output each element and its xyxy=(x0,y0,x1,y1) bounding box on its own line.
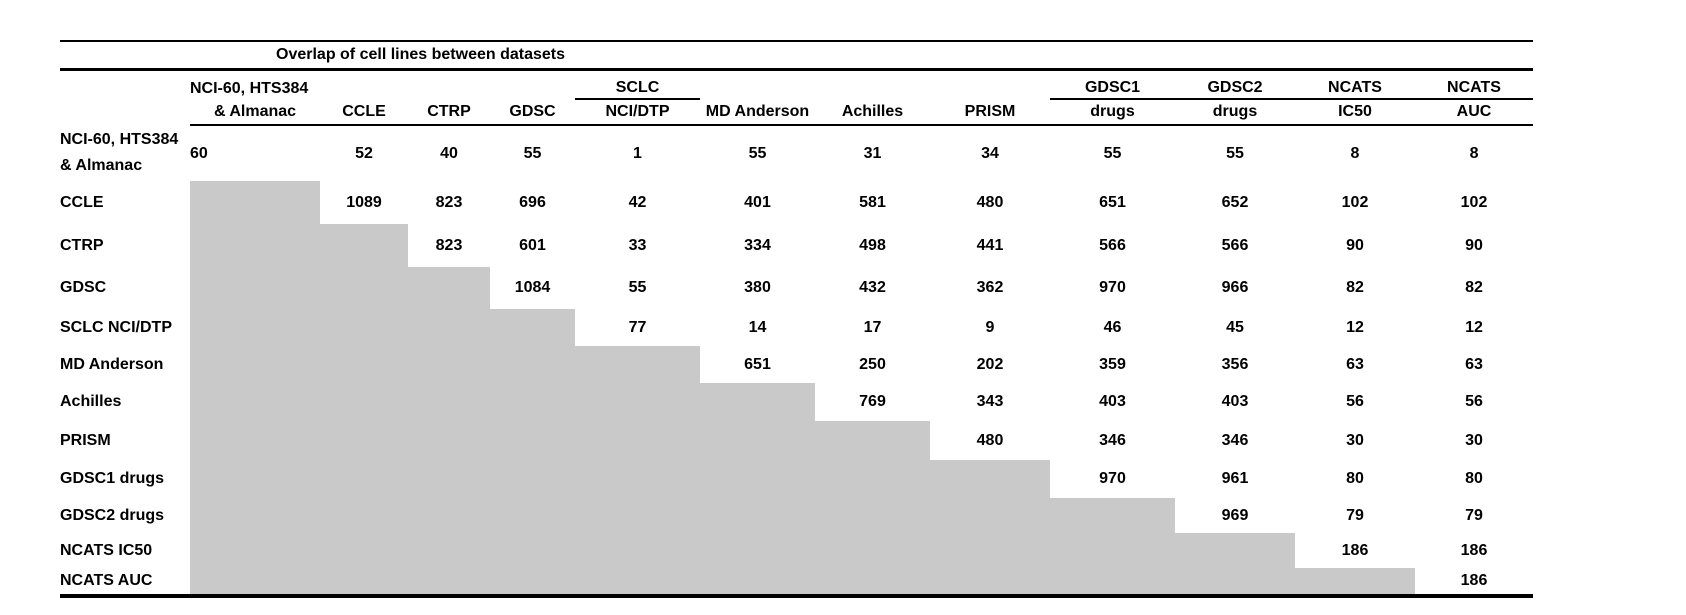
shaded-cell xyxy=(490,383,575,421)
table-row xyxy=(60,181,1533,224)
value-cell: 82 xyxy=(1346,279,1364,296)
row-label: CCLE xyxy=(60,193,104,211)
value-cell: 356 xyxy=(1221,355,1249,373)
column-header-line2: IC50 xyxy=(1295,99,1415,125)
shaded-cell xyxy=(408,568,490,596)
table-row xyxy=(60,460,1533,498)
value-cell: 769 xyxy=(859,393,886,410)
value-cell: 55 xyxy=(1226,144,1244,162)
row-label: SCLC NCI/DTP xyxy=(60,318,172,336)
value-cell: 102 xyxy=(1341,193,1369,211)
value-cell: 961 xyxy=(1221,470,1249,487)
value-cell: 90 xyxy=(1346,236,1364,254)
shaded-cell xyxy=(190,568,320,596)
value-cell: 77 xyxy=(628,318,647,336)
value-cell: 403 xyxy=(1221,393,1249,410)
value-cell: 359 xyxy=(1099,355,1126,373)
value-cell: 186 xyxy=(1341,541,1369,559)
row-label: GDSC2 drugs xyxy=(60,506,165,524)
value-cell: 8 xyxy=(1350,144,1360,162)
column-header-line2: drugs xyxy=(1175,99,1295,125)
table-header xyxy=(60,41,1533,125)
value-cell: 401 xyxy=(744,193,771,211)
value-cell: 12 xyxy=(1465,318,1483,336)
shaded-cell xyxy=(320,460,408,498)
shaded-cell xyxy=(408,421,490,460)
shaded-cell xyxy=(408,309,490,346)
value-cell: 652 xyxy=(1221,193,1249,211)
column-header-line1 xyxy=(408,70,490,100)
title-row xyxy=(60,41,1533,70)
column-header-line2: drugs xyxy=(1050,99,1175,125)
value-cell: 403 xyxy=(1099,393,1126,410)
value-cell: 250 xyxy=(859,355,886,373)
shaded-cell xyxy=(408,498,490,533)
shaded-cell xyxy=(575,460,700,498)
value-cell: 970 xyxy=(1099,279,1126,296)
shaded-cell xyxy=(1050,568,1175,596)
value-cell: 186 xyxy=(1460,541,1488,559)
column-header-line1 xyxy=(930,70,1050,100)
table-row xyxy=(60,383,1533,421)
corner-cell xyxy=(60,99,190,125)
table-row xyxy=(60,267,1533,309)
shaded-cell xyxy=(490,309,575,346)
value-cell: 45 xyxy=(1226,318,1244,336)
column-header-line1: NCI-60, HTS384 xyxy=(190,80,309,97)
shaded-cell xyxy=(930,460,1050,498)
value-cell: 1 xyxy=(633,144,642,162)
value-cell: 52 xyxy=(355,144,373,162)
row-label: Achilles xyxy=(60,393,122,410)
row-label: GDSC1 drugs xyxy=(60,470,165,487)
row-label: PRISM xyxy=(60,431,111,449)
table-row xyxy=(60,125,1533,181)
column-header-line1: SCLC xyxy=(575,70,700,100)
shaded-cell xyxy=(490,498,575,533)
column-header-line1: GDSC1 xyxy=(1050,70,1175,100)
value-cell: 566 xyxy=(1221,236,1249,254)
shaded-cell xyxy=(700,498,815,533)
shaded-cell xyxy=(490,460,575,498)
shaded-cell xyxy=(408,267,490,309)
shaded-cell xyxy=(1050,498,1175,533)
table-row xyxy=(60,224,1533,267)
value-cell: 56 xyxy=(1465,393,1483,410)
value-cell: 1089 xyxy=(346,193,382,211)
shaded-cell xyxy=(490,346,575,383)
value-cell: 1084 xyxy=(514,279,551,296)
shaded-cell xyxy=(190,309,320,346)
shaded-cell xyxy=(320,267,408,309)
shaded-cell xyxy=(1050,533,1175,568)
value-cell: 601 xyxy=(519,236,546,254)
shaded-cell xyxy=(930,498,1050,533)
shaded-cell xyxy=(408,533,490,568)
row-label: MD Anderson xyxy=(60,355,164,373)
row-label: CTRP xyxy=(60,236,104,254)
row-label: GDSC xyxy=(60,279,107,296)
shaded-cell xyxy=(320,533,408,568)
shaded-cell xyxy=(408,383,490,421)
value-cell: 970 xyxy=(1099,470,1126,487)
value-cell: 12 xyxy=(1346,318,1364,336)
column-header-line1 xyxy=(320,70,408,100)
shaded-cell xyxy=(320,309,408,346)
shaded-cell xyxy=(490,568,575,596)
header-row-line1 xyxy=(60,70,1533,100)
value-cell: 966 xyxy=(1221,279,1249,296)
shaded-cell xyxy=(575,421,700,460)
table-row xyxy=(60,568,1533,596)
shaded-cell xyxy=(815,498,930,533)
shaded-cell xyxy=(575,498,700,533)
shaded-cell xyxy=(815,533,930,568)
column-header-line1 xyxy=(490,70,575,100)
table-row xyxy=(60,498,1533,533)
value-cell: 42 xyxy=(628,193,647,211)
value-cell: 186 xyxy=(1415,568,1533,596)
value-cell: 34 xyxy=(981,144,999,162)
value-cell: 79 xyxy=(1465,506,1483,524)
table-row xyxy=(60,421,1533,460)
value-cell: 581 xyxy=(859,193,886,211)
shaded-cell xyxy=(190,533,320,568)
value-cell: 346 xyxy=(1099,431,1126,449)
table-row xyxy=(60,309,1533,346)
shaded-cell xyxy=(190,498,320,533)
value-cell: 31 xyxy=(863,144,882,162)
value-cell: 362 xyxy=(976,279,1004,296)
shaded-cell xyxy=(320,346,408,383)
shaded-cell xyxy=(575,383,700,421)
column-header-line1 xyxy=(700,70,815,100)
shaded-cell xyxy=(490,533,575,568)
row-label: NCATS IC50 xyxy=(60,541,153,559)
column-header-line1: NCATS xyxy=(1415,70,1533,100)
corner-cell xyxy=(60,70,190,100)
shaded-cell xyxy=(320,383,408,421)
value-cell: 82 xyxy=(1465,279,1483,296)
value-cell: 823 xyxy=(435,193,463,211)
shaded-cell xyxy=(700,383,815,421)
header-row-line2 xyxy=(60,99,1533,125)
value-cell: 55 xyxy=(628,279,647,296)
shaded-cell xyxy=(1175,533,1295,568)
value-cell: 969 xyxy=(1221,506,1249,524)
shaded-cell xyxy=(930,533,1050,568)
table-title: Overlap of cell lines between datasets xyxy=(60,41,1533,70)
table-row xyxy=(60,346,1533,383)
shaded-cell xyxy=(190,421,320,460)
value-cell: 441 xyxy=(976,236,1004,254)
value-cell: 80 xyxy=(1346,470,1364,487)
shaded-cell xyxy=(815,421,930,460)
column-header-line2: CTRP xyxy=(408,99,490,125)
shaded-cell xyxy=(190,181,320,224)
shaded-cell xyxy=(700,533,815,568)
value-cell: 46 xyxy=(1103,318,1122,336)
overlap-table xyxy=(60,40,1533,598)
value-cell: 55 xyxy=(523,144,542,162)
value-cell: 498 xyxy=(859,236,886,254)
shaded-cell xyxy=(190,346,320,383)
shaded-cell xyxy=(320,498,408,533)
column-header-line1: NCATS xyxy=(1295,70,1415,100)
value-cell: 9 xyxy=(985,318,995,336)
value-cell: 79 xyxy=(1346,506,1364,524)
shaded-cell xyxy=(408,346,490,383)
value-cell: 651 xyxy=(744,355,771,373)
shaded-cell xyxy=(320,568,408,596)
shaded-cell xyxy=(930,568,1050,596)
value-cell: 334 xyxy=(744,236,771,254)
value-cell: 480 xyxy=(976,193,1004,211)
shaded-cell xyxy=(190,383,320,421)
column-header-line2: & Almanac xyxy=(190,99,320,125)
shaded-cell xyxy=(700,421,815,460)
shaded-cell xyxy=(190,224,320,267)
column-header-line2: NCI/DTP xyxy=(575,99,700,125)
value-cell: 380 xyxy=(744,279,771,296)
value-cell: 480 xyxy=(976,431,1004,449)
value-cell: 202 xyxy=(976,355,1004,373)
value-cell: 432 xyxy=(859,279,886,296)
value-cell: 80 xyxy=(1465,470,1483,487)
value-cell: 40 xyxy=(440,144,458,162)
shaded-cell xyxy=(815,568,930,596)
value-cell: 17 xyxy=(863,318,882,336)
value-cell: 823 xyxy=(435,236,463,254)
shaded-cell xyxy=(190,267,320,309)
column-header-line2: PRISM xyxy=(930,99,1050,125)
shaded-cell xyxy=(700,460,815,498)
value-cell: 343 xyxy=(976,393,1004,410)
value-cell: 55 xyxy=(1103,144,1122,162)
value-cell: 30 xyxy=(1346,431,1364,449)
value-cell: 696 xyxy=(519,193,546,211)
table-body xyxy=(60,125,1533,596)
value-cell: 60 xyxy=(190,144,208,162)
value-cell: 651 xyxy=(1099,193,1126,211)
value-cell: 56 xyxy=(1346,393,1364,410)
shaded-cell xyxy=(320,224,408,267)
shaded-cell xyxy=(815,460,930,498)
shaded-cell xyxy=(575,346,700,383)
table-row xyxy=(60,533,1533,568)
column-header-line2: GDSC xyxy=(490,99,575,125)
value-cell: 14 xyxy=(748,318,767,336)
column-header-line2: Achilles xyxy=(815,99,930,125)
value-cell: 8 xyxy=(1469,144,1479,162)
value-cell: 63 xyxy=(1346,355,1364,373)
shaded-cell xyxy=(575,568,700,596)
value-cell: 33 xyxy=(628,236,647,254)
shaded-cell xyxy=(408,460,490,498)
shaded-cell xyxy=(1175,568,1295,596)
shaded-cell xyxy=(490,421,575,460)
value-cell: 102 xyxy=(1460,193,1488,211)
row-label: NCATS AUC xyxy=(60,568,190,596)
shaded-cell xyxy=(1295,568,1415,596)
value-cell: 30 xyxy=(1465,431,1483,449)
shaded-cell xyxy=(575,533,700,568)
value-cell: 90 xyxy=(1465,236,1483,254)
shaded-cell xyxy=(190,460,320,498)
column-header-line1 xyxy=(815,70,930,100)
shaded-cell xyxy=(320,421,408,460)
value-cell: 346 xyxy=(1221,431,1249,449)
value-cell: 55 xyxy=(748,144,767,162)
column-header-line2: CCLE xyxy=(320,99,408,125)
column-header-line2: MD Anderson xyxy=(700,99,815,125)
row-label: NCI-60, HTS384 & Almanac xyxy=(60,131,179,174)
shaded-cell xyxy=(700,568,815,596)
column-header-line2: AUC xyxy=(1415,99,1533,125)
column-header-line1: GDSC2 xyxy=(1175,70,1295,100)
value-cell: 566 xyxy=(1099,236,1126,254)
value-cell: 63 xyxy=(1465,355,1483,373)
